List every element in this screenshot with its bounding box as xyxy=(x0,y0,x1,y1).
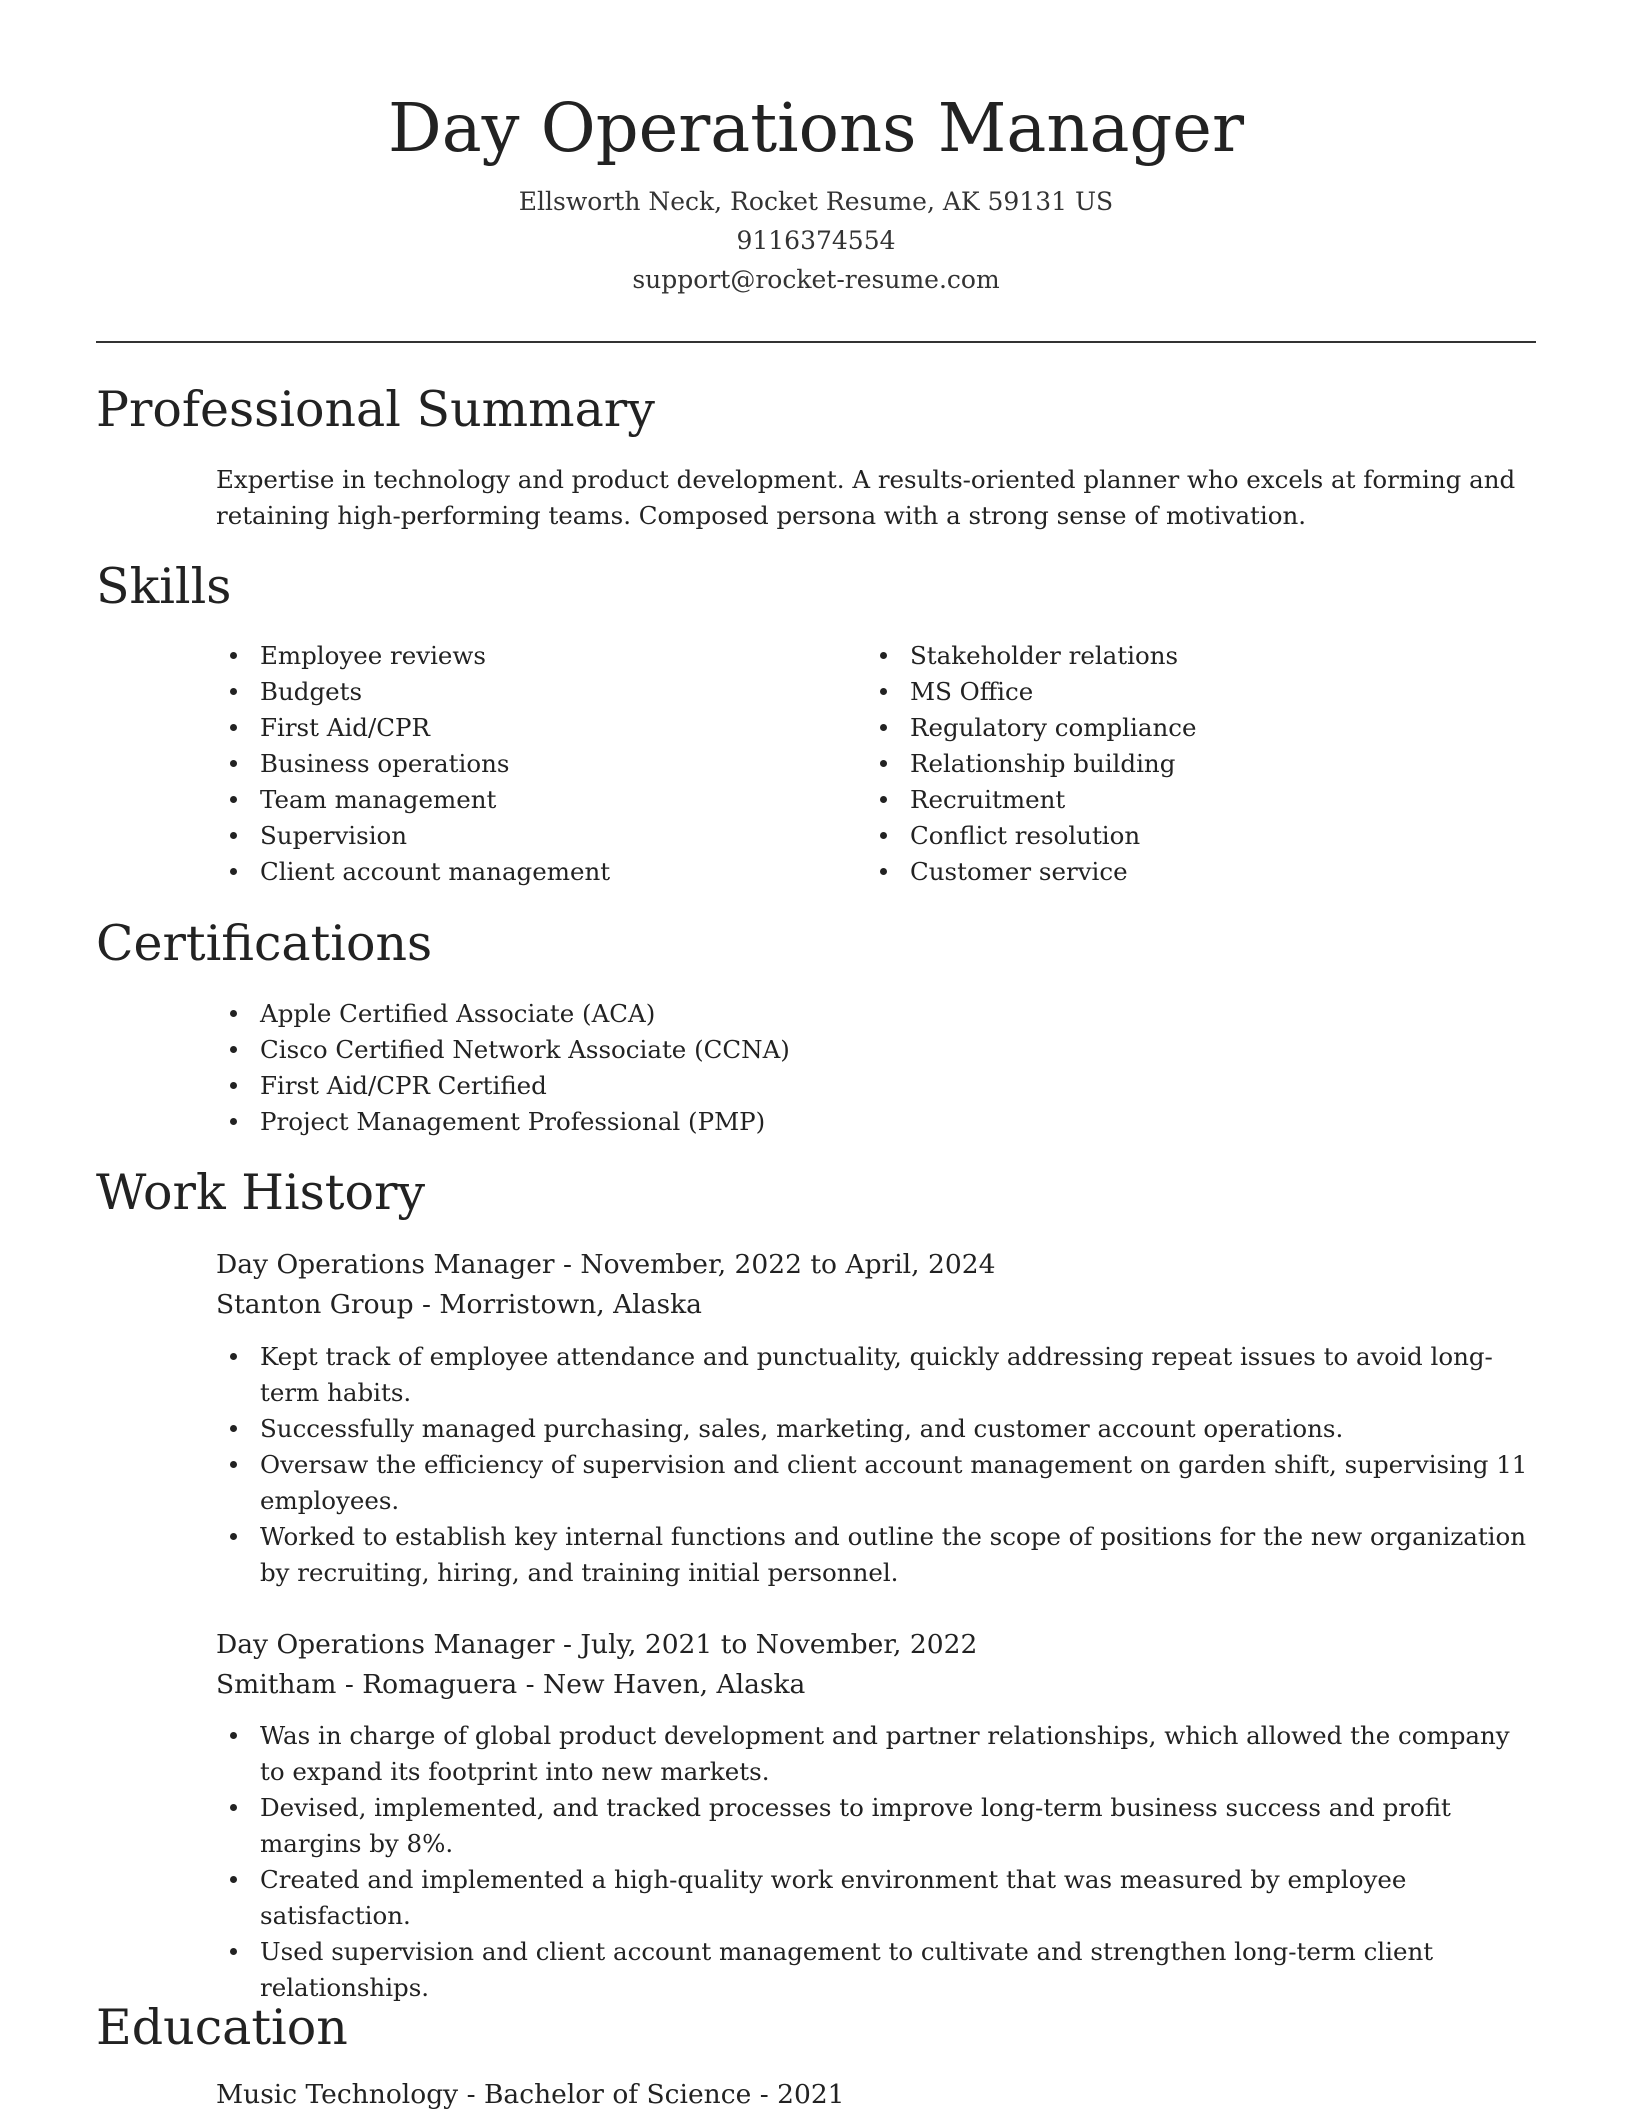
skills-column-left xyxy=(216,638,836,890)
certification-item: Apple Certified Associate (ACA) xyxy=(216,996,1536,1032)
job-bullets xyxy=(216,1339,1536,1591)
contact-email: support@rocket-resume.com xyxy=(632,265,1000,294)
separator: - xyxy=(517,1669,544,1700)
job-role: Day Operations Manager xyxy=(216,1249,555,1280)
education-year: 2021 xyxy=(777,2079,845,2110)
skill-item: MS Office xyxy=(866,674,1486,710)
job-bullet: Oversaw the efficiency of supervision and client account management on garden shift, supervising 11 employees. xyxy=(216,1447,1536,1519)
job-title-line xyxy=(216,1625,1536,1665)
certification-item: First Aid/CPR Certified xyxy=(216,1068,1536,1104)
job-company: Stanton Group xyxy=(216,1289,414,1320)
separator: - xyxy=(554,1629,581,1660)
education-line xyxy=(216,2075,1536,2115)
job-dates: July, 2021 to November, 2022 xyxy=(580,1629,978,1660)
header-divider xyxy=(96,341,1536,343)
job-bullets xyxy=(216,1718,1536,2006)
job-bullet: Created and implemented a high-quality work environment that was measured by employee satisfaction. xyxy=(216,1862,1536,1934)
separator: - xyxy=(554,1249,581,1280)
skill-item: Recruitment xyxy=(866,782,1486,818)
section-title-education: Education xyxy=(96,1999,348,2056)
job-title-line xyxy=(216,1245,1536,1285)
section-title-skills: Skills xyxy=(96,558,232,615)
job-bullet: Devised, implemented, and tracked processes to improve long-term business success and profit margins by 8%. xyxy=(216,1790,1536,1862)
skill-item: Budgets xyxy=(216,674,836,710)
skill-item: Client account management xyxy=(216,854,836,890)
job-entry xyxy=(216,1245,1536,1325)
contact-info xyxy=(96,182,1536,299)
skill-item: Employee reviews xyxy=(216,638,836,674)
candidate-name: Day Operations Manager xyxy=(388,89,1244,167)
separator: - xyxy=(458,2079,484,2110)
skill-item: Stakeholder relations xyxy=(866,638,1486,674)
separator: - xyxy=(413,1289,440,1320)
skills-column-right xyxy=(866,638,1486,890)
certification-item: Project Management Professional (PMP) xyxy=(216,1104,1536,1140)
summary-text: Expertise in technology and product development. A results-oriented planner who excels at forming and retaining high-performing teams. Composed persona with a strong sense of motivation. xyxy=(216,465,1516,530)
section-title-certifications: Certifications xyxy=(96,915,433,972)
education-entry xyxy=(216,2075,1536,2115)
job-company: Smitham - Romaguera xyxy=(216,1669,518,1700)
job-dates: November, 2022 to April, 2024 xyxy=(580,1249,996,1280)
skill-item: Business operations xyxy=(216,746,836,782)
education-field: Music Technology xyxy=(216,2079,459,2110)
job-location: New Haven, Alaska xyxy=(543,1669,806,1700)
job-bullet: Was in charge of global product development and partner relationships, which allowed the company to expand its footprint into new markets. xyxy=(216,1718,1536,1790)
job-location: Morristown, Alaska xyxy=(439,1289,702,1320)
job-role: Day Operations Manager xyxy=(216,1629,555,1660)
job-company-line xyxy=(216,1665,1536,1705)
resume-header xyxy=(96,88,1536,299)
job-company-line xyxy=(216,1285,1536,1325)
skill-item: Supervision xyxy=(216,818,836,854)
skill-item: First Aid/CPR xyxy=(216,710,836,746)
skill-item: Regulatory compliance xyxy=(866,710,1486,746)
skill-item: Conflict resolution xyxy=(866,818,1486,854)
section-title-summary: Professional Summary xyxy=(96,381,655,438)
certifications-list xyxy=(216,996,1536,1140)
job-entry xyxy=(216,1625,1536,1705)
certification-item: Cisco Certified Network Associate (CCNA) xyxy=(216,1032,1536,1068)
job-bullet: Used supervision and client account management to cultivate and strengthen long-term client relationships. xyxy=(216,1934,1536,2006)
job-bullet: Successfully managed purchasing, sales, marketing, and customer account operations. xyxy=(216,1411,1536,1447)
education-degree: Bachelor of Science xyxy=(483,2079,752,2110)
separator: - xyxy=(751,2079,778,2110)
job-bullet: Worked to establish key internal functions and outline the scope of positions for the new organization by recruiting, hiring, and training initial personnel. xyxy=(216,1519,1536,1591)
skill-item: Team management xyxy=(216,782,836,818)
contact-address: Ellsworth Neck, Rocket Resume, AK 59131 US xyxy=(518,187,1114,216)
job-bullet: Kept track of employee attendance and punctuality, quickly addressing repeat issues to avoid long-term habits. xyxy=(216,1339,1536,1411)
skill-item: Relationship building xyxy=(866,746,1486,782)
skill-item: Customer service xyxy=(866,854,1486,890)
section-title-work-history: Work History xyxy=(96,1164,426,1221)
contact-phone: 9116374554 xyxy=(736,226,896,255)
